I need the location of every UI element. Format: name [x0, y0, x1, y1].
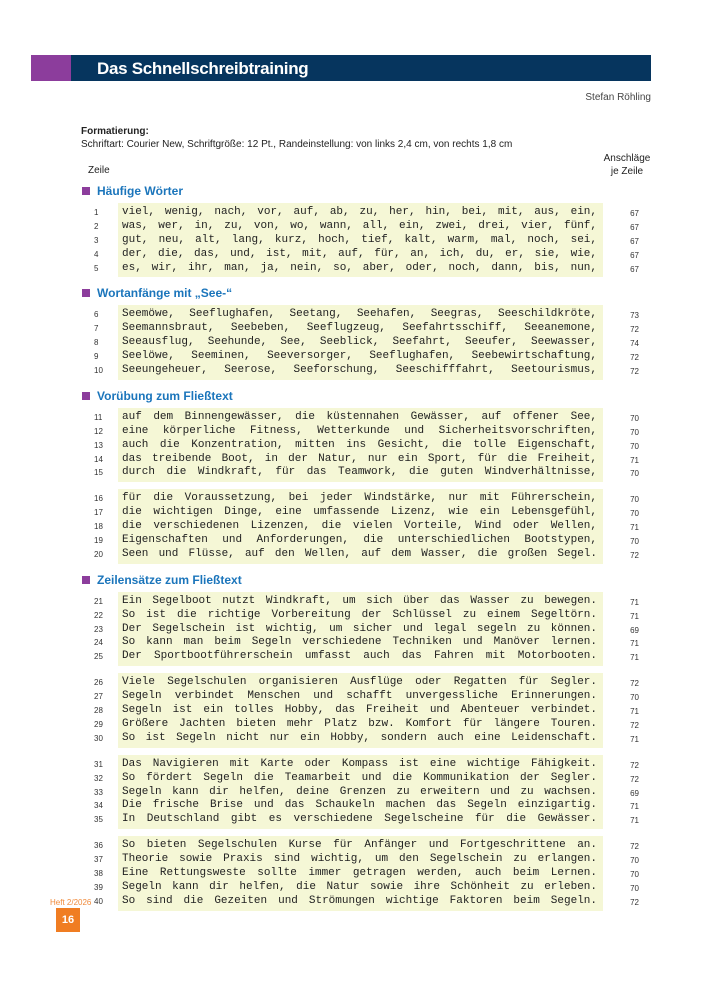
line-number: 12 [94, 426, 103, 436]
exercise-line: die verschiedenen Lizenzen, die vielen Vorteile, Wind oder Wellen, [122, 520, 597, 533]
exercise-line: Viele Segelschulen organisieren Ausflüge oder Regatten für Segler. [122, 676, 597, 689]
stroke-count: 70 [630, 537, 639, 547]
exercise-line: gut, neu, alt, lang, kurz, hoch, tief, kalt, warm, mal, noch, sei, [122, 233, 597, 246]
exercise-line: eine körperliche Fitness, Wetterkunde und Sicherheitsvorschriften, [122, 424, 597, 437]
line-number: 21 [94, 596, 103, 606]
line-number: 22 [94, 610, 103, 620]
exercise-line: Der Sportbootführerschein umfasst auch das Fahren mit Motorbooten. [122, 650, 597, 663]
line-number: 16 [94, 494, 103, 504]
stroke-count: 71 [630, 707, 639, 717]
exercise-line: Theorie sowie Praxis sind wichtig, um den Segelschein zu erlangen. [122, 853, 597, 866]
section-heading [82, 571, 662, 589]
section-title: Wortanfänge mit „See-“ [97, 286, 233, 301]
stroke-count: 71 [630, 597, 639, 607]
exercise-line: Eigenschaften und Anforderungen, die unterschiedlichen Bootstypen, [122, 534, 597, 547]
line-number: 7 [94, 324, 99, 334]
exercise-line: viel, wenig, nach, vor, auf, ab, zu, her, hin, bei, mit, aus, ein, [122, 206, 597, 218]
stroke-count: 70 [630, 509, 639, 519]
line-number: 1 [94, 208, 99, 217]
line-number: 34 [94, 801, 103, 811]
line-numbers [82, 673, 118, 747]
line-number: 6 [94, 310, 99, 320]
section-title: Vorübung zum Fließtext [97, 388, 233, 403]
line-numbers [82, 489, 118, 563]
strokes-label-2: je Zeile [610, 166, 644, 177]
line-number: 26 [94, 678, 103, 688]
stroke-count: 71 [630, 816, 639, 826]
author: Stefan Röhling [585, 92, 651, 103]
stroke-count: 70 [630, 413, 639, 423]
section-title: Zeilensätze zum Fließtext [97, 572, 242, 587]
exercise-line: So kann man beim Segeln verschiedene Techniken und Manöver lernen. [122, 636, 597, 649]
exercise-block [82, 592, 662, 666]
stroke-counts [603, 489, 653, 563]
line-number: 36 [94, 841, 103, 851]
exercise-line: In Deutschland gibt es verschiedene Segelscheine für die Gewässer. [122, 813, 597, 826]
line-number: 18 [94, 522, 103, 532]
exercise-line: Segeln ist ein tolles Hobby, das Freiheit und Abenteuer verbindet. [122, 704, 597, 717]
exercise-block [82, 408, 662, 482]
line-number: 5 [94, 263, 99, 273]
exercise-block [82, 673, 662, 747]
exercise-line: Der Segelschein ist wichtig, um sicher und legal segeln zu können. [122, 622, 597, 635]
stroke-count: 70 [630, 469, 639, 479]
stroke-count: 72 [630, 550, 639, 560]
exercise-line: auch die Konzentration, mitten ins Gesicht, die tolle Eigenschaft, [122, 438, 597, 451]
line-number: 14 [94, 454, 103, 464]
stroke-count: 71 [630, 653, 639, 663]
issue-label: Heft 2/2026 [50, 898, 92, 907]
column-header-line: Zeile [88, 165, 110, 176]
exercise-text [118, 489, 603, 563]
section-title: Häufige Wörter [97, 184, 184, 198]
format-label: Formatierung: [81, 126, 149, 137]
stroke-count: 73 [630, 311, 639, 321]
line-number: 3 [94, 235, 99, 245]
exercise-line: Größere Jachten bieten mehr Platz bzw. Komfort für längere Touren. [122, 717, 597, 730]
stroke-count: 70 [630, 869, 639, 879]
stroke-count: 70 [630, 441, 639, 451]
stroke-count: 72 [630, 679, 639, 689]
exercise-line: Seeausflug, Seehunde, See, Seeblick, Seefahrt, Seeufer, Seewasser, [122, 336, 597, 349]
stroke-count: 71 [630, 523, 639, 533]
line-number: 4 [94, 249, 99, 259]
exercise-line: Seemöwe, Seeflughafen, Seetang, Seehafen, Seegras, Seeschildkröte, [122, 308, 597, 321]
exercise-text [118, 305, 603, 379]
exercise-text [118, 203, 603, 277]
line-number: 10 [94, 366, 103, 376]
exercise-text [118, 836, 603, 910]
line-number: 28 [94, 706, 103, 716]
stroke-count: 72 [630, 353, 639, 363]
stroke-count: 69 [630, 788, 639, 798]
exercise-line: Seen und Flüsse, auf den Wellen, auf dem Wasser, die großen Segel. [122, 547, 597, 560]
exercise-line: Das Navigieren mit Karte oder Kompass ist eine wichtige Fähigkeit. [122, 757, 597, 770]
line-number: 20 [94, 549, 103, 559]
exercise-block [82, 836, 662, 910]
stroke-count: 72 [630, 774, 639, 784]
exercise-line: So ist Segeln nicht nur ein Hobby, sondern auch eine Leidenschaft. [122, 731, 597, 744]
exercise-line: Ein Segelboot nutzt Windkraft, um sich über das Wasser zu bewegen. [122, 594, 597, 607]
stroke-count: 72 [630, 760, 639, 770]
line-number: 29 [94, 719, 103, 729]
line-number: 9 [94, 352, 99, 362]
line-number: 30 [94, 733, 103, 743]
format-text: Schriftart: Courier New, Schriftgröße: 12 Pt., Randeinstellung: von links 2,4 cm, von rechts 1,8 cm [81, 139, 513, 150]
exercise-line: durch die Windkraft, für das Teamwork, die guten Windverhältnisse, [122, 466, 597, 479]
stroke-count: 72 [630, 720, 639, 730]
exercise-line: auf dem Binnengewässer, die küstennahen Gewässer, auf offener See, [122, 410, 597, 423]
exercise-line: für die Voraussetzung, bei jeder Windstärke, nur mit Führerschein, [122, 492, 597, 505]
stroke-count: 67 [630, 250, 639, 260]
stroke-counts [603, 408, 653, 482]
stroke-count: 71 [630, 611, 639, 621]
exercise-line: Seelöwe, Seeminen, Seeversorger, Seeflughafen, Seebewirtschaftung, [122, 350, 597, 363]
line-number: 17 [94, 508, 103, 518]
section-heading [82, 182, 662, 200]
stroke-count: 71 [630, 455, 639, 465]
exercise-line: der, die, das, und, ist, mit, auf, für, an, ich, du, er, sie, wie, [122, 247, 597, 260]
stroke-count: 70 [630, 856, 639, 866]
square-bullet-icon [82, 187, 90, 195]
exercise-line: Eine Rettungsweste sollte immer getragen werden, auch beim Lernen. [122, 866, 597, 879]
stroke-count: 70 [630, 693, 639, 703]
stroke-count: 71 [630, 802, 639, 812]
strokes-label-1: Anschläge [603, 153, 651, 164]
stroke-counts [603, 305, 653, 379]
line-number: 8 [94, 338, 99, 348]
exercise-line: So fördert Segeln die Teamarbeit und die Kommunikation der Segler. [122, 771, 597, 784]
line-number: 31 [94, 759, 103, 769]
exercise-line: Die frische Brise und das Schaukeln machen das Segeln einzigartig. [122, 799, 597, 812]
line-numbers [82, 203, 118, 277]
page-title: Das Schnellschreibtraining [97, 59, 309, 78]
exercise-text [118, 408, 603, 482]
line-number: 39 [94, 882, 103, 892]
line-number: 38 [94, 868, 103, 878]
column-header-strokes [596, 152, 658, 178]
line-number: 11 [94, 412, 103, 422]
line-numbers [82, 592, 118, 666]
line-number: 40 [94, 896, 103, 906]
stroke-counts [603, 203, 653, 277]
exercise-line: So sind die Gezeiten und Strömungen wichtige Faktoren beim Segeln. [122, 894, 597, 907]
exercise-line: Segeln kann dir helfen, die Natur sowie ihre Schönheit zu erleben. [122, 880, 597, 893]
stroke-count: 67 [630, 209, 639, 218]
line-number: 24 [94, 638, 103, 648]
page-number: 16 [56, 908, 80, 932]
line-number: 33 [94, 787, 103, 797]
stroke-count: 74 [630, 339, 639, 349]
stroke-counts [603, 592, 653, 666]
line-number: 32 [94, 773, 103, 783]
stroke-counts [603, 836, 653, 910]
exercise-line: Seeungeheuer, Seerose, Seeforschung, Seeschifffahrt, Seetourismus, [122, 364, 597, 377]
exercise-block [82, 305, 662, 379]
square-bullet-icon [82, 392, 90, 400]
exercise-text [118, 592, 603, 666]
stroke-count: 71 [630, 734, 639, 744]
exercise-line: So ist die richtige Vorbereitung der Schlüssel zu einem Segeltörn. [122, 608, 597, 621]
line-number: 37 [94, 855, 103, 865]
stroke-count: 72 [630, 842, 639, 852]
exercise-line: Segeln verbindet Menschen und schafft unvergessliche Erinnerungen. [122, 690, 597, 703]
stroke-count: 71 [630, 639, 639, 649]
stroke-count: 69 [630, 625, 639, 635]
header-accent [31, 55, 71, 81]
stroke-count: 67 [630, 264, 639, 274]
line-number: 2 [94, 221, 99, 231]
stroke-count: 67 [630, 236, 639, 246]
exercise-text [118, 755, 603, 829]
line-number: 15 [94, 468, 103, 478]
line-number: 27 [94, 692, 103, 702]
section-heading [82, 387, 662, 405]
exercise-line: die wichtigen Dinge, eine umfassende Lizenz, wie ein Lebensgefühl, [122, 506, 597, 519]
line-number: 25 [94, 652, 103, 662]
line-number: 23 [94, 624, 103, 634]
line-numbers [82, 305, 118, 379]
stroke-count: 67 [630, 222, 639, 232]
stroke-count: 70 [630, 495, 639, 505]
line-number: 13 [94, 440, 103, 450]
stroke-count: 70 [630, 883, 639, 893]
stroke-counts [603, 673, 653, 747]
exercise-text [118, 673, 603, 747]
exercise-line: was, wer, in, zu, von, wo, wann, all, ein, zwei, drei, vier, fünf, [122, 219, 597, 232]
exercise-line: Seemannsbraut, Seebeben, Seeflugzeug, Seefahrtsschiff, Seeanemone, [122, 322, 597, 335]
line-numbers [82, 755, 118, 829]
exercise-line: das treibende Boot, in der Natur, nur ein Sport, für die Freiheit, [122, 452, 597, 465]
line-number: 35 [94, 815, 103, 825]
exercise-line: Segeln kann dir helfen, deine Grenzen zu erweitern und zu wachsen. [122, 785, 597, 798]
stroke-count: 72 [630, 367, 639, 377]
stroke-count: 70 [630, 427, 639, 437]
stroke-counts [603, 755, 653, 829]
square-bullet-icon [82, 289, 90, 297]
section-heading [82, 284, 662, 302]
stroke-count: 72 [630, 897, 639, 907]
exercise-line: es, wir, ihr, man, ja, nein, so, aber, oder, noch, dann, bis, nun, [122, 261, 597, 274]
square-bullet-icon [82, 576, 90, 584]
exercise-block [82, 489, 662, 563]
exercise-block [82, 755, 662, 829]
exercise-line: So bieten Segelschulen Kurse für Anfänger und Fortgeschrittene an. [122, 839, 597, 852]
line-numbers [82, 408, 118, 482]
exercise-block [82, 203, 662, 277]
line-number: 19 [94, 536, 103, 546]
stroke-count: 72 [630, 325, 639, 335]
exercise-content [82, 178, 662, 918]
